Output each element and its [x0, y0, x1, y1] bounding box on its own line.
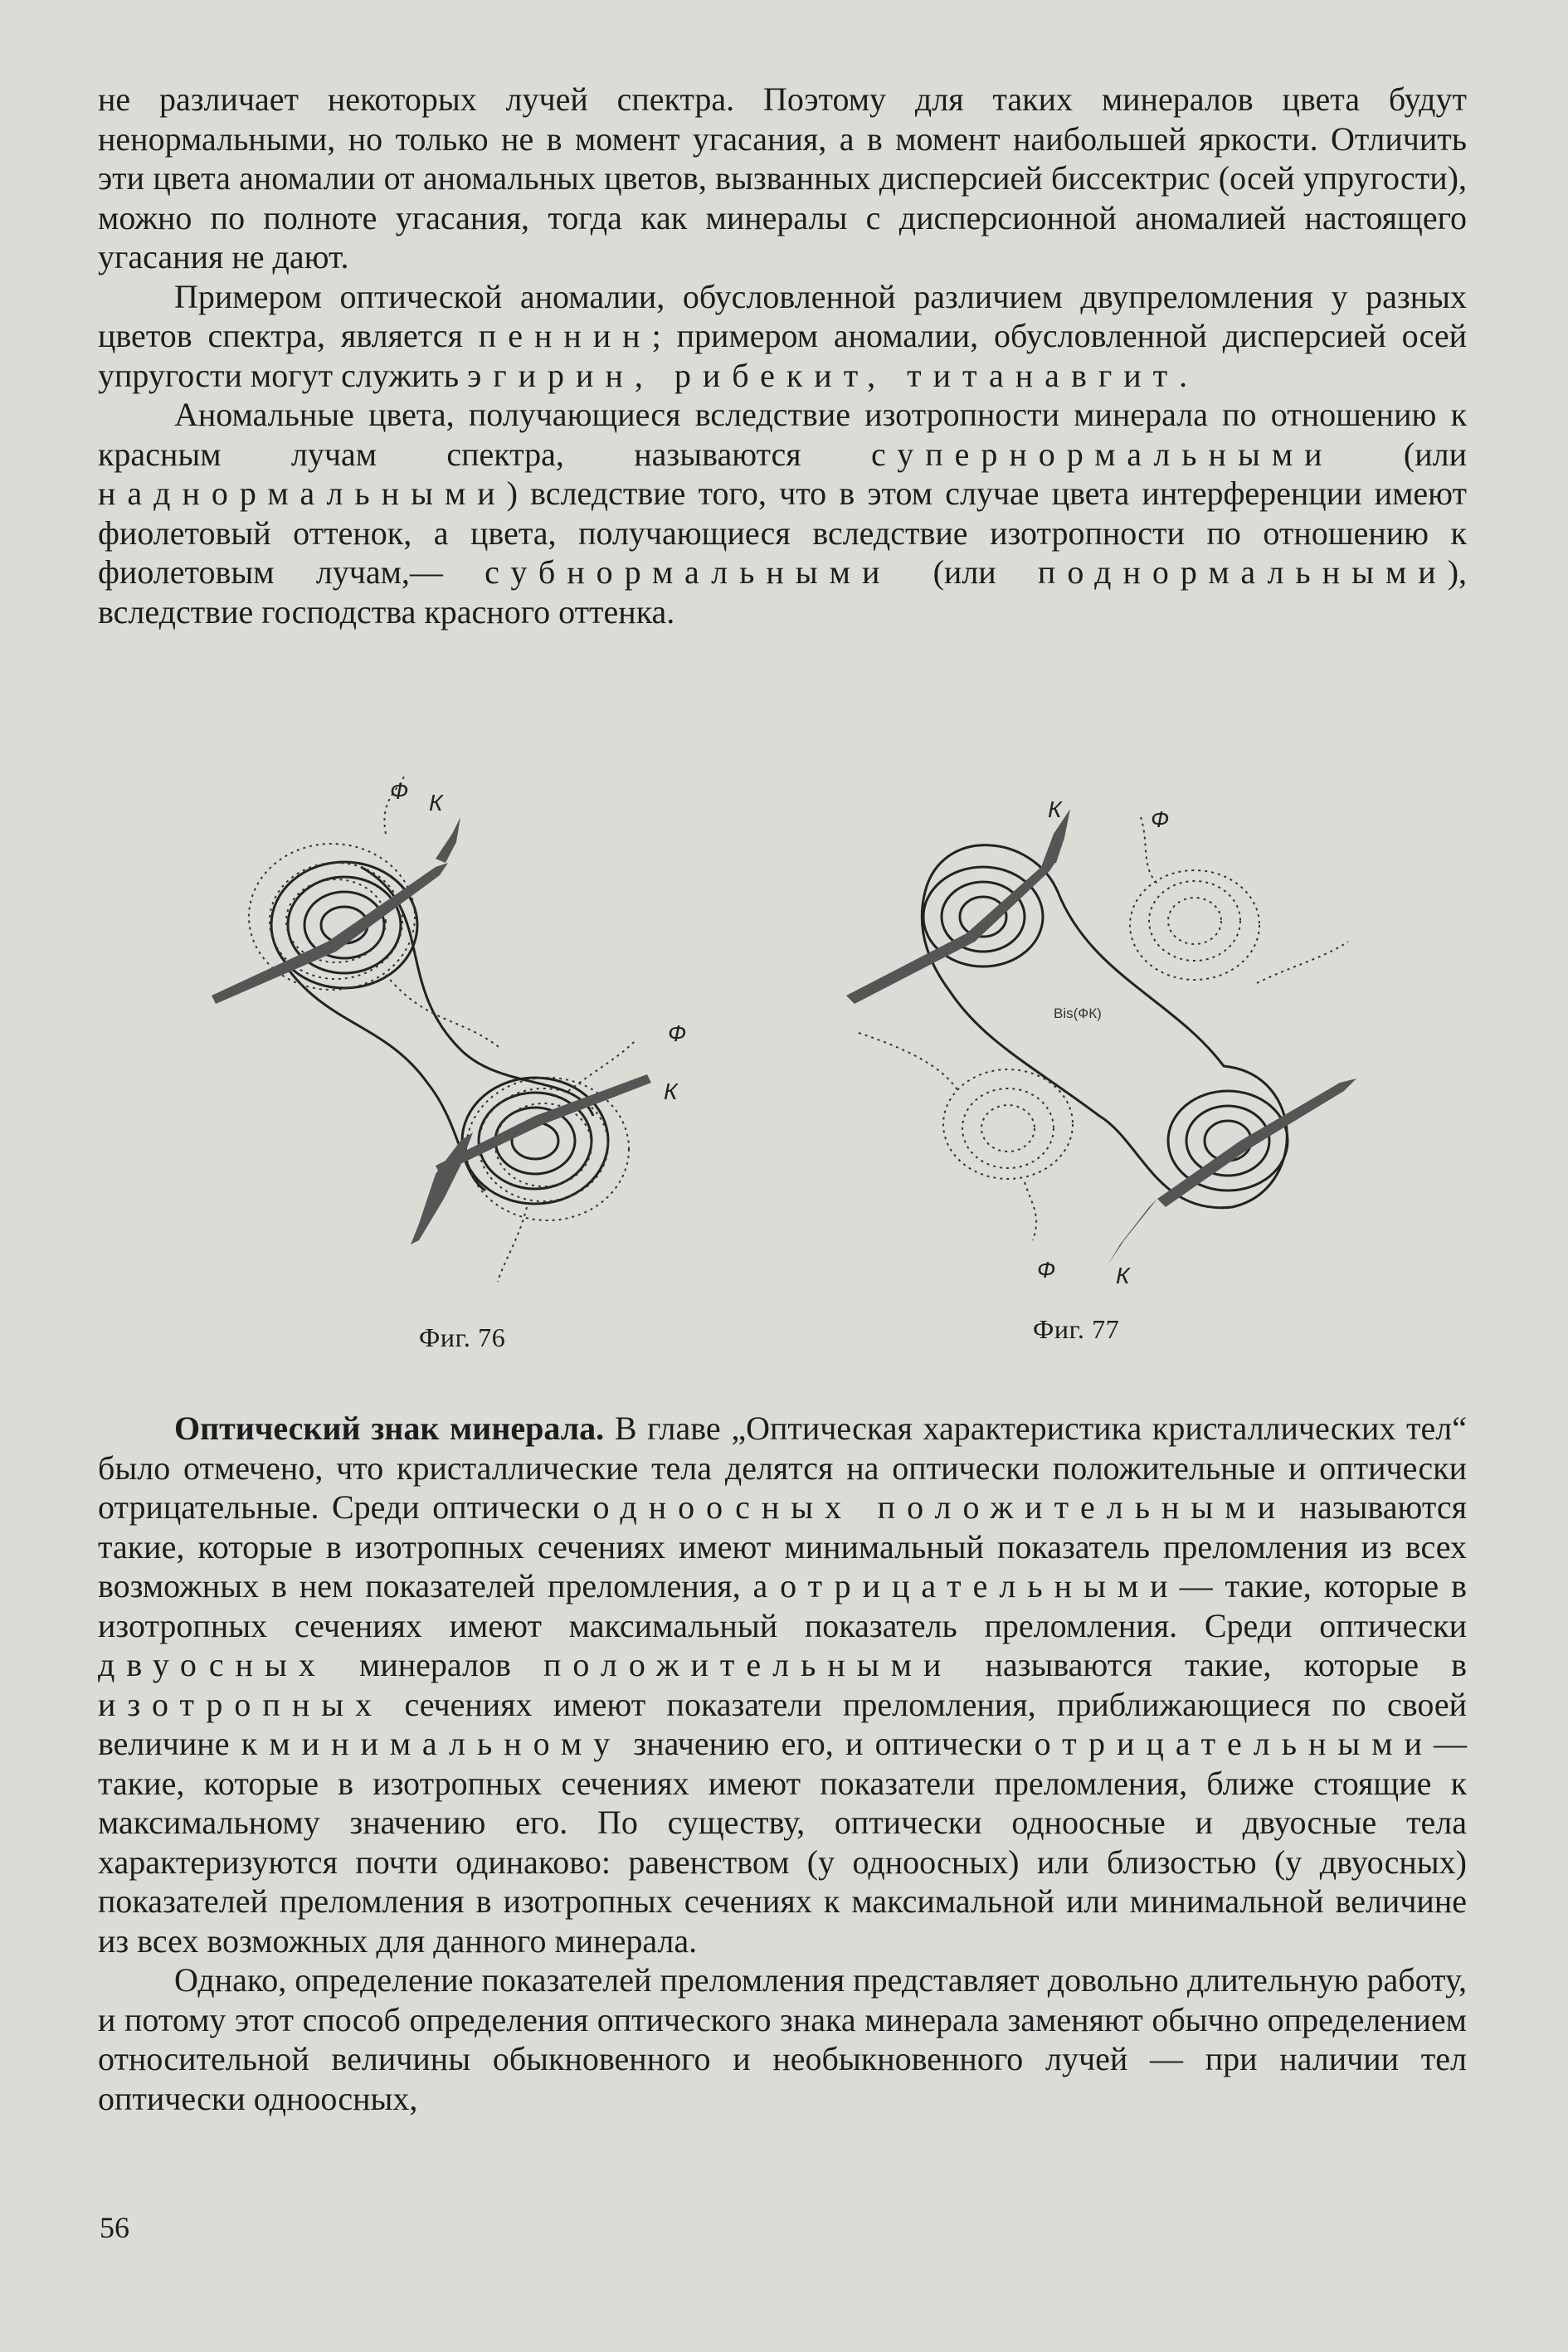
fig76-axes	[212, 817, 651, 1244]
text-run: ; примером аномалии, обусловленной дисперсией осей упругости могут служить	[98, 317, 1468, 394]
fig77-axes	[846, 809, 1356, 1265]
text-run: значению его, и оптически	[621, 1725, 1035, 1762]
emphasis-minimal: минимальному	[269, 1725, 622, 1762]
fig76-label-f-top: Ф	[390, 778, 409, 804]
emphasis-uniaxial-positive: одноосных положительными	[592, 1488, 1288, 1526]
emphasis-minerals: эгирин, рибекит, титанавгит	[467, 356, 1180, 394]
emphasis-belownormal: поднормальными	[1037, 553, 1448, 591]
page-number: 56	[100, 2211, 129, 2244]
fig77-label-f-bottom: Ф	[1037, 1257, 1056, 1283]
text-block-lower	[98, 1409, 1467, 2118]
figure-77-caption: Фиг. 77	[1033, 1314, 1120, 1344]
emphasis-subnormal: субнормальными	[485, 553, 892, 591]
emphasis-negative-biaxial: отрицательными	[1034, 1725, 1434, 1762]
text-run: называются такие, которые в	[952, 1646, 1467, 1683]
emphasis-isotropic: изотропных	[98, 1685, 384, 1723]
fig76-label-k-top: К	[429, 790, 443, 816]
text-run: ), вследствие господства красного оттенка.	[98, 553, 1468, 631]
section-heading: Оптический знак минерала.	[174, 1410, 605, 1447]
text-run: сечениях имеют показатели преломления, приближающиеся по своей величине к	[98, 1685, 1467, 1762]
text-run: ) вследствие того, что в этом случае цвета интерференции имеют фиолетовый оттенок, а цвета, получающиеся вследствие изотропности по отношению к фиолетовым лучам,—	[98, 475, 1467, 591]
text-run: .	[1179, 356, 1188, 394]
fig77-label-bisector: Bis(ФК)	[1054, 1006, 1102, 1021]
figure-76-diagram	[187, 776, 734, 1290]
text-run: называются такие, которые в изотропных сечениях имеют минимальный показатель преломления из всех возможных в нем показателей преломления, а	[98, 1488, 1467, 1605]
text-run: Аномальные цвета, получающиеся вследствие изотропности минерала по отношению к красным лучам спектра, называются	[98, 396, 1467, 473]
fig76-label-k-mid: К	[664, 1079, 678, 1104]
text-run: В главе „Оптическая характеристика кристаллических тел“ было отмечено, что кристаллические тела делятся на оптически положительные и оптически отрицательные. Среди оптически	[98, 1410, 1467, 1526]
fig77-label-f-top: Ф	[1151, 806, 1170, 832]
text-run: минералов	[326, 1646, 544, 1683]
text-run: Примером оптической аномалии, обусловленной различием двупреломления у разных цветов спектра, является	[98, 277, 1467, 354]
paragraph-determination: Однако, определение показателей преломления представляет довольно длительную работу, и потому этот способ определения оптического знака минерала заменяют обычно определением относительной величины обыкновенного и необыкновенного лучей — при наличии тел оптически одноосных,	[98, 1961, 1467, 2117]
emphasis-pennin: пеннин	[478, 317, 652, 354]
paragraph-optical-sign	[98, 1409, 1467, 1960]
text-run: — такие, которые в изотропных сечениях имеют максимальный показатель преломления. Среди оптически	[98, 1567, 1467, 1644]
figure-77-diagram	[842, 792, 1394, 1290]
paragraph-continuation: не различает некоторых лучей спектра. Поэтому для таких минералов цвета будут ненормальными, но только не в момент угасания, а в момент наибольшей яркости. Отличить эти цвета аномалии от аномальных цветов, вызванных дисперсией биссектрис (осей упругости), можно по полноте угасания, тогда как минералы с дисперсионной аномалией настоящего угасания не дают.	[98, 80, 1467, 275]
paragraph-anomalous-colors	[98, 395, 1467, 631]
figure-76-caption: Фиг. 76	[419, 1322, 506, 1352]
emphasis-abovenormal: наднормальными	[98, 475, 507, 512]
fig77-label-k-bottom: К	[1116, 1263, 1130, 1288]
text-run: — такие, которые в изотропных сечениях имеют показатели преломления, ближе стоящие к максимальному значению его. По существу, оптически одноосные и двуосные тела характеризуются почти одинаково: равенством (у одноосных) или близостью (у двуосных) показателей преломления в изотропных сечениях к максимальной или минимальной величине из всех возможных для данного минерала.	[98, 1725, 1468, 1960]
emphasis-supernormal: супернормальными	[871, 435, 1334, 473]
paragraph-anomaly-examples	[98, 277, 1467, 396]
fig76-label-f-mid: Ф	[668, 1020, 687, 1046]
emphasis-negative: отрицательными	[780, 1567, 1180, 1605]
fig77-label-k-top: К	[1048, 796, 1062, 822]
text-run: (или	[1333, 435, 1467, 473]
text-block-upper	[98, 80, 1467, 631]
fig76-solid-curves	[271, 862, 608, 1204]
emphasis-biaxial: двуосных	[98, 1646, 327, 1683]
emphasis-positive: положительными	[543, 1646, 953, 1683]
text-run: (или	[891, 553, 1038, 591]
